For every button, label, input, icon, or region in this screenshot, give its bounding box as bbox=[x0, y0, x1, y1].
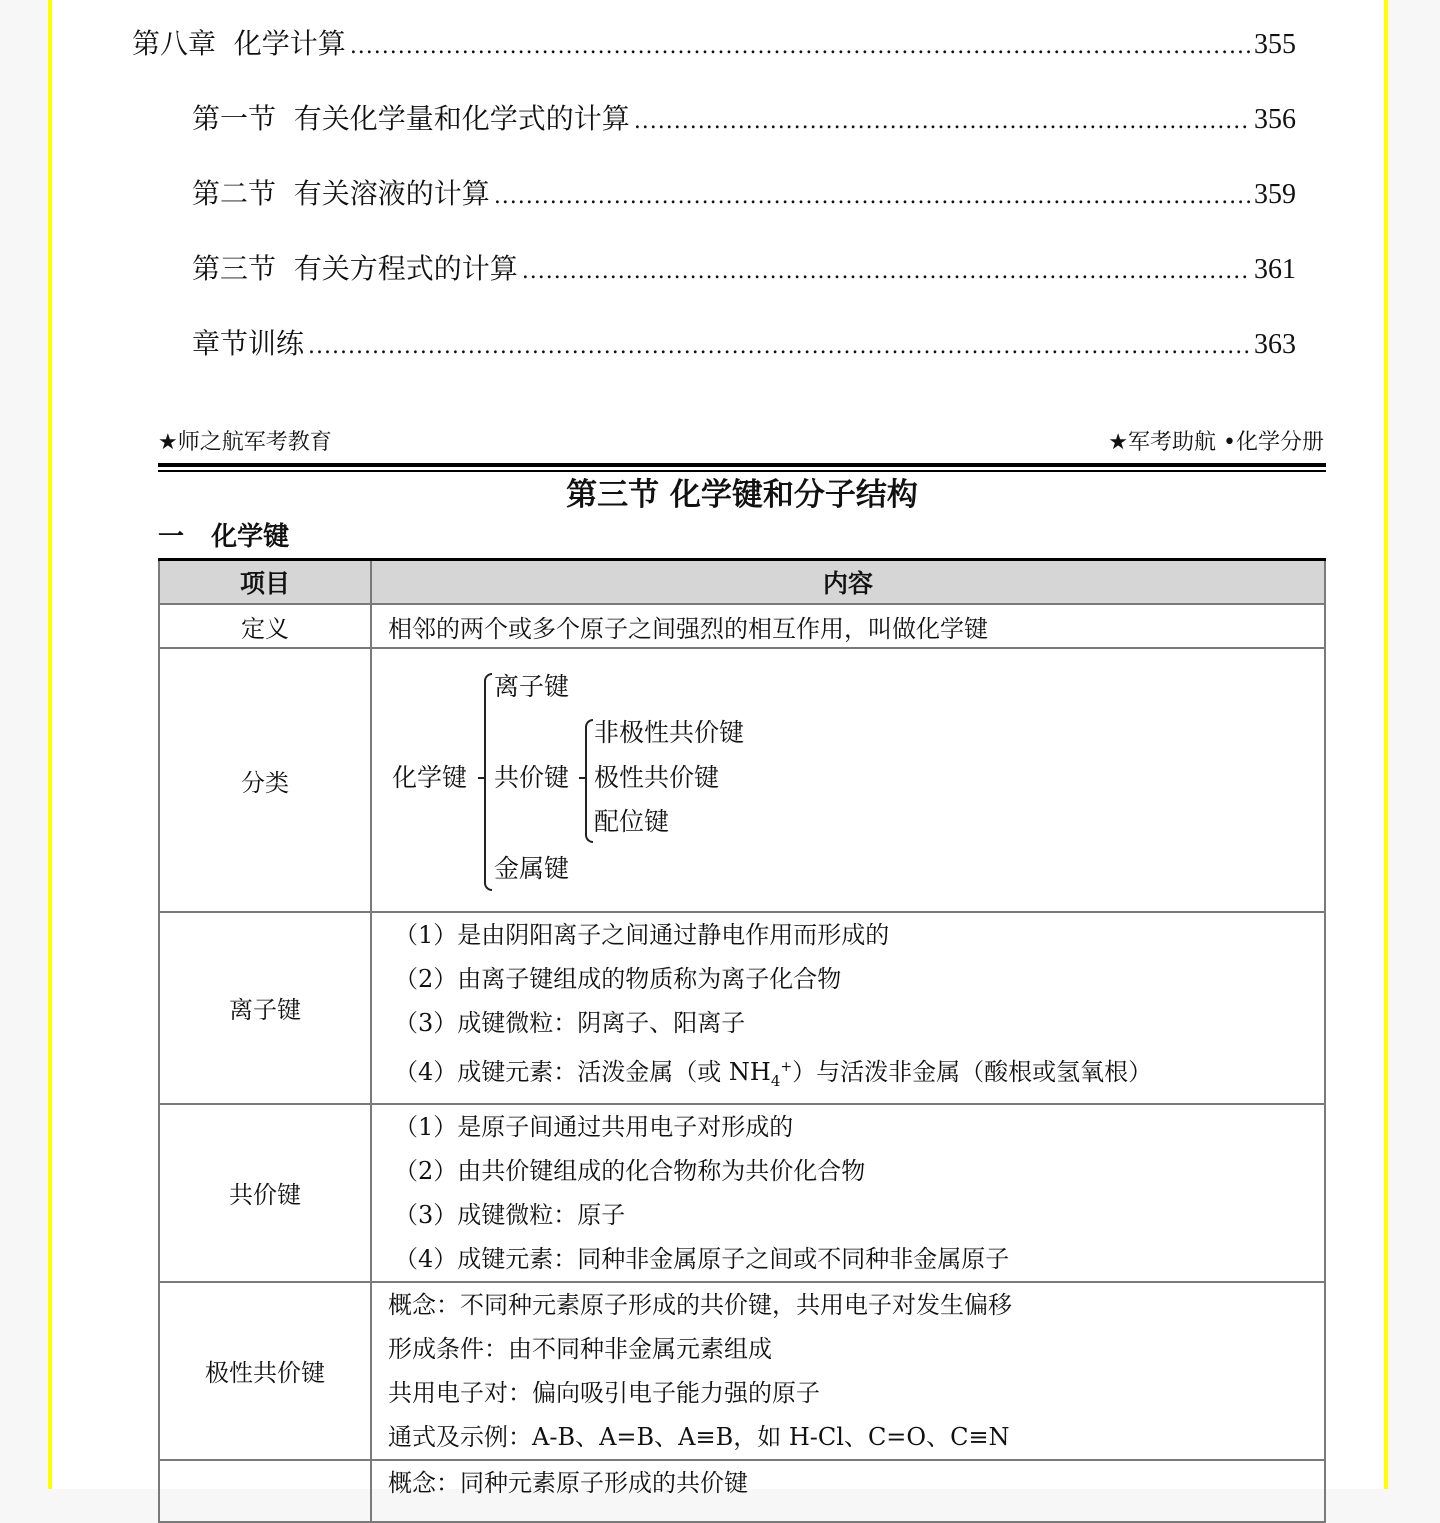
toc-leader-dots bbox=[308, 329, 1250, 365]
content-line: 概念：不同种元素原子形成的共价键，共用电子对发生偏移 bbox=[388, 1290, 1012, 1319]
toc-page-number: 356 bbox=[1254, 104, 1296, 135]
row-item-cell: 定义 bbox=[159, 604, 371, 648]
content-line: （1）是原子间通过共用电子对形成的 bbox=[394, 1112, 794, 1141]
table-row-nonpolar-covalent bbox=[159, 1460, 1325, 1522]
toc-entry-label: 第三节 有关方程式的计算 bbox=[192, 252, 518, 285]
table-row-classification bbox=[159, 648, 1325, 912]
header-rule-thick bbox=[158, 463, 1326, 467]
running-header-right: ★军考助航 •化学分册 bbox=[1108, 430, 1324, 455]
row-item-cell: 共价键 bbox=[159, 1104, 371, 1282]
table-row-covalent-bond bbox=[159, 1104, 1325, 1282]
toc-section-entry[interactable] bbox=[192, 326, 1296, 365]
content-line: （2）由离子键组成的物质称为离子化合物 bbox=[394, 965, 842, 993]
tree-node-coordinate: 配位键 bbox=[594, 807, 670, 836]
brace-notch bbox=[478, 777, 484, 779]
left-brace-icon bbox=[484, 673, 492, 891]
toc-leader-dots bbox=[522, 254, 1250, 290]
column-header-content: 内容 bbox=[371, 560, 1325, 605]
row-item-cell: 极性共价键 bbox=[159, 1282, 371, 1460]
classification-tree bbox=[372, 649, 1324, 911]
tree-node-nonpolar: 非极性共价键 bbox=[594, 718, 745, 747]
section-title: 第三节 化学键和分子结构 bbox=[566, 477, 918, 513]
table-row-ionic-bond bbox=[159, 912, 1325, 1104]
content-line: 通式及示例：A-B、A=B、A≡B，如 H-Cl、C=O、C≡N bbox=[388, 1422, 1010, 1451]
content-line: 共用电子对：偏向吸引电子能力强的原子 bbox=[388, 1378, 820, 1407]
content-line: （3）成键微粒：原子 bbox=[394, 1200, 626, 1229]
toc-entry-label: 第八章 化学计算 bbox=[132, 27, 346, 60]
left-brace-icon bbox=[585, 719, 593, 843]
tree-node-metallic: 金属键 bbox=[494, 854, 570, 883]
content-line: 概念：同种元素原子形成的共价键 bbox=[388, 1468, 748, 1497]
toc-page-number: 363 bbox=[1254, 329, 1296, 360]
row-content-cell: 相邻的两个或多个原子之间强烈的相互作用，叫做化学键 bbox=[371, 604, 1325, 648]
table-row-polar-covalent bbox=[159, 1282, 1325, 1460]
content-line: （4）成键元素：同种非金属原子之间或不同种非金属原子 bbox=[394, 1244, 1010, 1273]
chemical-bond-table bbox=[158, 558, 1326, 1523]
row-content-cell bbox=[371, 1282, 1325, 1460]
tree-node-ionic: 离子键 bbox=[494, 672, 570, 701]
content-line: （3）成键微粒：阴离子、阳离子 bbox=[394, 1009, 746, 1037]
toc-leader-dots bbox=[634, 104, 1250, 140]
content-line: 形成条件：由不同种非金属元素组成 bbox=[388, 1334, 772, 1363]
toc-page-number: 361 bbox=[1254, 254, 1296, 285]
toc-leader-dots bbox=[494, 179, 1250, 215]
row-content-cell bbox=[371, 648, 1325, 912]
row-item-cell: 分类 bbox=[159, 648, 371, 912]
row-item-cell: 离子键 bbox=[159, 912, 371, 1104]
content-line: （2）由共价键组成的化合物称为共价化合物 bbox=[394, 1156, 866, 1185]
line-text: （4）成键元素：活泼金属（或 NH bbox=[394, 1058, 771, 1086]
toc-chapter-entry[interactable] bbox=[132, 26, 1296, 65]
toc-section-entry[interactable] bbox=[192, 101, 1296, 140]
tree-root: 化学键 bbox=[392, 763, 468, 792]
toc-page-number: 359 bbox=[1254, 179, 1296, 210]
toc-page-number: 355 bbox=[1254, 29, 1296, 60]
row-content-cell bbox=[371, 912, 1325, 1104]
row-content-cell bbox=[371, 1104, 1325, 1282]
header-rule-thin bbox=[158, 470, 1326, 472]
toc-leader-dots bbox=[350, 29, 1250, 65]
row-item-cell bbox=[159, 1460, 371, 1522]
brace-notch bbox=[579, 777, 585, 779]
tree-node-polar: 极性共价键 bbox=[594, 763, 720, 792]
toc-entry-label: 第一节 有关化学量和化学式的计算 bbox=[192, 102, 630, 135]
running-header-left: ★师之航军考教育 bbox=[158, 430, 332, 455]
superscript: + bbox=[780, 1059, 793, 1075]
toc-section-entry[interactable] bbox=[192, 176, 1296, 215]
toc-entry-label: 章节训练 bbox=[192, 327, 305, 360]
line-text: ）与活泼非金属（酸根或氢氧根） bbox=[792, 1058, 1153, 1086]
column-header-item: 项目 bbox=[159, 560, 371, 605]
table-header-row bbox=[159, 560, 1325, 605]
toc-entry-label: 第二节 有关溶液的计算 bbox=[192, 177, 490, 210]
content-line: （1）是由阴阳离子之间通过静电作用而形成的 bbox=[394, 921, 890, 949]
running-header bbox=[158, 428, 1324, 458]
tree-node-covalent: 共价键 bbox=[494, 763, 570, 792]
table-row-definition bbox=[159, 604, 1325, 648]
document-page bbox=[48, 0, 1388, 1497]
toc-section-entry[interactable] bbox=[192, 251, 1296, 290]
content-line bbox=[394, 1045, 1324, 1103]
subscript: 4 bbox=[770, 1071, 781, 1090]
row-content-cell bbox=[371, 1460, 1325, 1522]
subsection-title: 一 化学键 bbox=[158, 522, 290, 552]
